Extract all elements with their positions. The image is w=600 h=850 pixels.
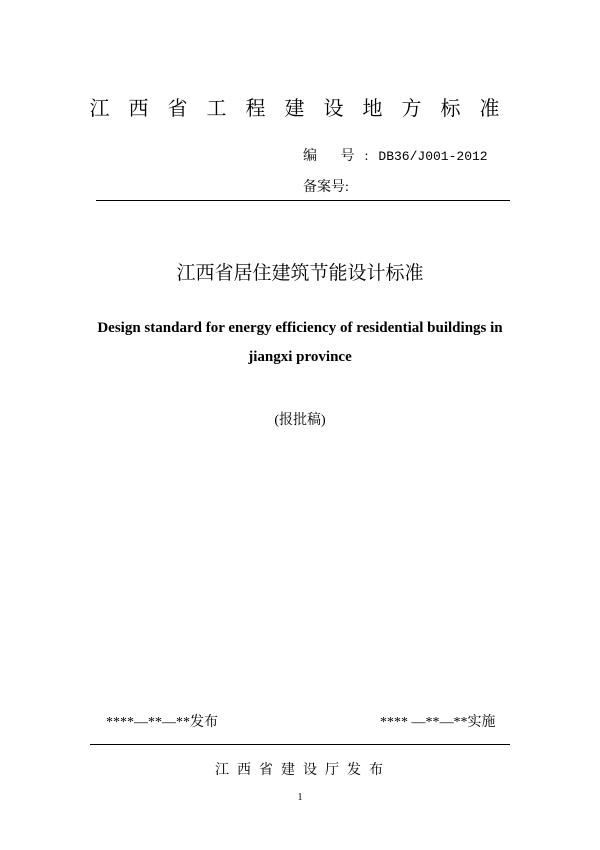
document-title-en-line2: jiangxi province bbox=[248, 349, 352, 365]
document-title-en bbox=[0, 314, 600, 372]
document-number-value: DB36/J001-2012 bbox=[378, 149, 488, 164]
bottom-divider bbox=[90, 744, 510, 745]
issuing-authority: 江西省建设厅发布 bbox=[215, 763, 391, 778]
publish-date: ****—**—**发布 bbox=[106, 715, 218, 730]
document-title-cn: 江西省居住建筑节能设计标准 bbox=[176, 263, 424, 284]
top-divider bbox=[96, 200, 510, 201]
standard-category-title: 江西省工程建设地方标准 bbox=[89, 98, 519, 120]
draft-status: (报批稿) bbox=[274, 413, 326, 428]
record-number: 备案号: bbox=[303, 180, 349, 195]
document-number-label: 编 号: bbox=[303, 149, 379, 164]
document-title-en-line1: Design standard for energy efficiency of residential buildings in bbox=[97, 320, 503, 336]
document-number bbox=[303, 145, 488, 165]
implementation-date: **** —**—**实施 bbox=[380, 715, 496, 730]
page-number: 1 bbox=[297, 792, 303, 803]
